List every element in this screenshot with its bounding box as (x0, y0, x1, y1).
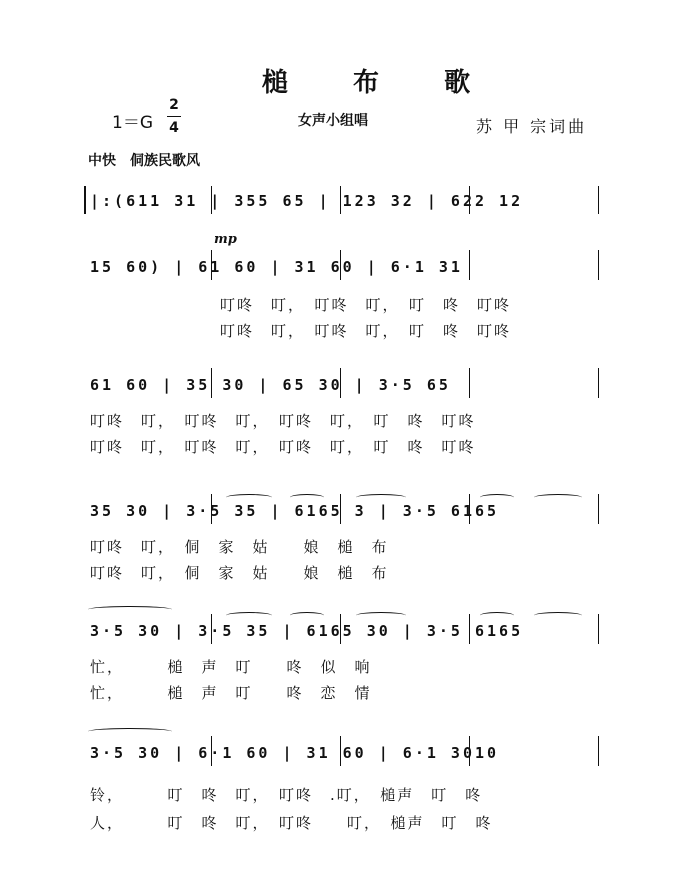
barline (598, 186, 599, 214)
notation-line: 3·5 30 | 3·5 35 | 6165 30 | 3·5 6165 (90, 622, 524, 640)
time-signature-divider (167, 116, 181, 117)
slur (290, 612, 324, 619)
notation-line: 35 30 | 3·5 35 | 6165 3 | 3·5 6165 (90, 502, 500, 520)
performance-form: 女声小组唱 (298, 113, 368, 129)
lyrics-verse-1: 叮咚 叮， 叮咚 叮， 叮咚 叮， 叮 咚 叮咚 (90, 412, 476, 430)
composer-credit: 苏 甲 宗词曲 (476, 117, 588, 136)
slur (534, 494, 582, 501)
dynamic-marking: mp (214, 232, 237, 247)
lyrics-verse-1: 叮咚 叮， 侗 家 姑 娘 槌 布 (90, 538, 389, 556)
slur (88, 606, 172, 613)
notation-line: 61 60 | 35 30 | 65 30 | 3·5 65 (90, 376, 451, 394)
tempo-marking: 中快 侗族民歌风 (88, 153, 200, 169)
slur (356, 494, 406, 501)
slur (226, 494, 272, 501)
slur (480, 494, 514, 501)
barline (469, 368, 470, 398)
notation-line: |:(611 31 | 355 65 | 123 32 | 622 12 (90, 192, 524, 210)
time-signature-bottom: 4 (169, 120, 179, 136)
lyrics-verse-1: 叮咚 叮， 叮咚 叮， 叮 咚 叮咚 (220, 296, 512, 314)
lyrics-verse-2: 叮咚 叮， 侗 家 姑 娘 槌 布 (90, 564, 389, 582)
notation-line: 15 60) | 61 60 | 31 60 | 6·1 31 (90, 258, 463, 276)
lyrics-verse-2: 叮咚 叮， 叮咚 叮， 叮 咚 叮咚 (220, 322, 512, 340)
time-signature-top: 2 (169, 97, 179, 113)
score-system-3 (84, 364, 604, 464)
repeat-barline (84, 186, 86, 214)
slur (534, 612, 582, 619)
lyrics-verse-2: 忙， 槌 声 叮 咚 恋 情 (90, 684, 372, 702)
lyrics-verse-1: 铃， 叮 咚 叮， 叮咚 .叮， 槌声 叮 咚 (90, 786, 483, 804)
key-signature: 1＝G (112, 113, 153, 133)
slur (480, 612, 514, 619)
slur (88, 728, 172, 735)
lyrics-verse-1: 忙， 槌 声 叮 咚 似 响 (90, 658, 372, 676)
score-system-2 (84, 246, 604, 346)
slur (290, 494, 324, 501)
score-system-1 (84, 182, 604, 222)
notation-line: 3·5 30 | 6·1 60 | 31 60 | 6·1 3010 (90, 744, 500, 762)
barline (598, 368, 599, 398)
barline (469, 250, 470, 280)
score-system-5 (84, 604, 604, 704)
barline (598, 736, 599, 766)
lyrics-verse-2: 叮咚 叮， 叮咚 叮， 叮咚 叮， 叮 咚 叮咚 (90, 438, 476, 456)
barline (598, 494, 599, 524)
time-signature (167, 96, 181, 137)
barline (598, 250, 599, 280)
score-system-6 (84, 726, 604, 836)
song-title: 槌 布 歌 (262, 68, 499, 98)
slur (226, 612, 272, 619)
lyrics-verse-2: 人， 叮 咚 叮， 叮咚 叮， 槌声 叮 咚 (90, 814, 493, 832)
score-system-4 (84, 490, 604, 590)
slur (356, 612, 406, 619)
barline (598, 614, 599, 644)
